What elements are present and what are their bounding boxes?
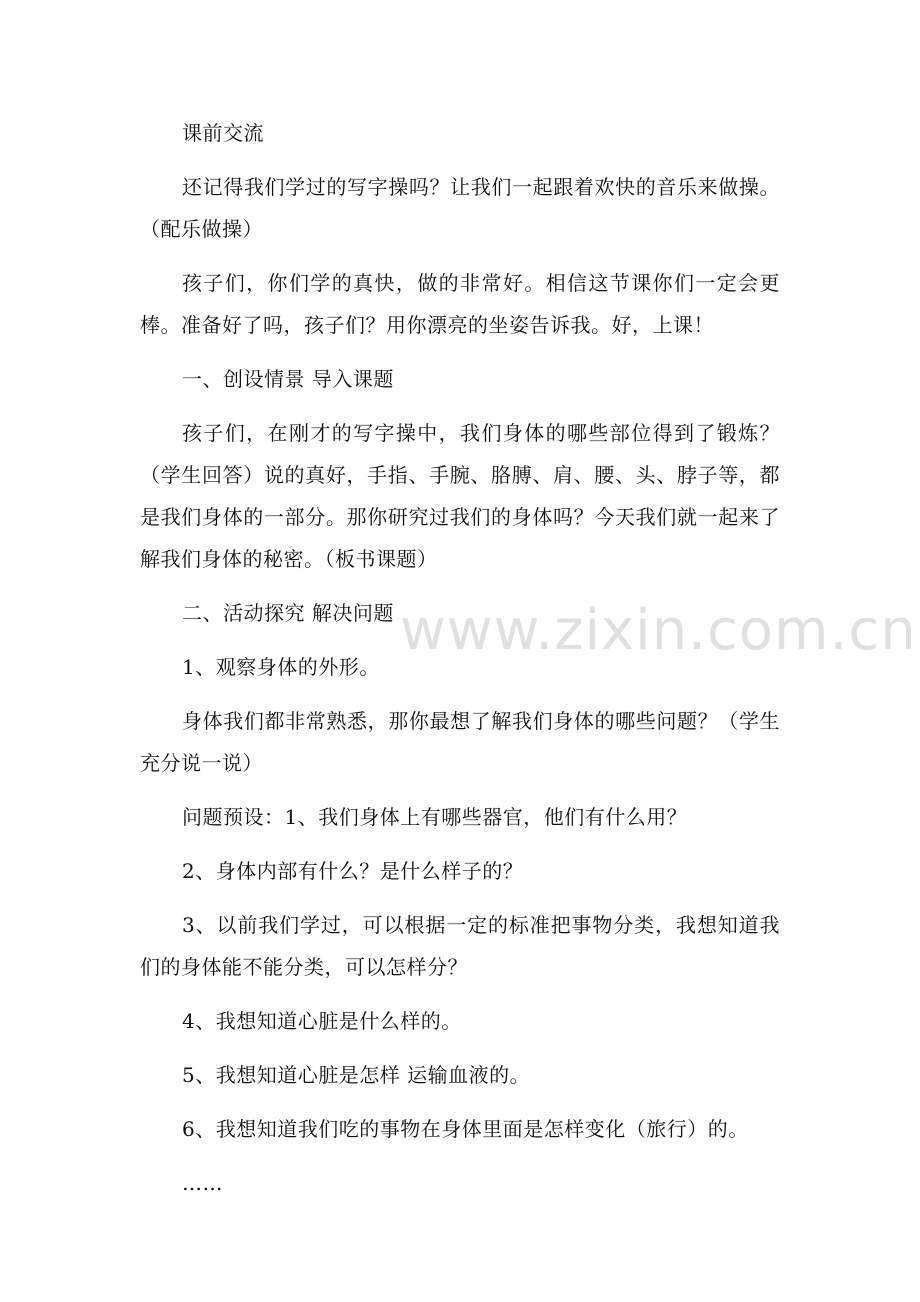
paragraph-praise: 孩子们，你们学的真快，做的非常好。相信这节课你们一定会更棒。准备好了吗，孩子们？用你漂亮的坐姿告诉我。好，上课！ — [140, 271, 780, 337]
list-item-observe: 1、观察身体的外形。 — [182, 655, 380, 679]
list-item-preset-2: 2、身体内部有什么？是什么样子的？ — [182, 859, 524, 883]
section-heading-one: 一、创设情景 导入课题 — [182, 367, 394, 391]
list-item-preset-4: 4、我想知道心脏是什么样的。 — [182, 1009, 462, 1033]
list-item-preset-1: 问题预设：1、我们身体上有哪些器官，他们有什么用？ — [182, 805, 688, 829]
document-body — [140, 112, 780, 1216]
paragraph-question: 身体我们都非常熟悉，那你最想了解我们身体的哪些问题？（学生充分说一说） — [140, 709, 780, 775]
paragraph-intro: 孩子们，在刚才的写字操中，我们身体的哪些部位得到了锻炼？（学生回答）说的真好，手指、手腕、胳膊、肩、腰、头、脖子等，都是我们身体的一部分。那你研究过我们的身体吗？今天我们就一起来了解我们身体的秘密。（板书课题） — [140, 421, 780, 571]
section-heading-pre-class: 课前交流 — [182, 121, 264, 145]
list-item-preset-5: 5、我想知道心脏是怎样 运输血液的。 — [182, 1063, 531, 1087]
list-item-preset-6: 6、我想知道我们吃的事物在身体里面是怎样变化（旅行）的。 — [182, 1117, 749, 1141]
watermark: www.zixin.com.cn — [400, 598, 917, 663]
section-heading-two: 二、活动探究 解决问题 — [182, 601, 394, 625]
list-item-preset-3: 3、以前我们学过，可以根据一定的标准把事物分类，我想知道我们的身体能不能分类，可以怎样分？ — [140, 913, 780, 979]
ellipsis: …… — [182, 1171, 223, 1195]
paragraph-warmup: 还记得我们学过的写字操吗？让我们一起跟着欢快的音乐来做操。（配乐做操） — [140, 175, 780, 241]
